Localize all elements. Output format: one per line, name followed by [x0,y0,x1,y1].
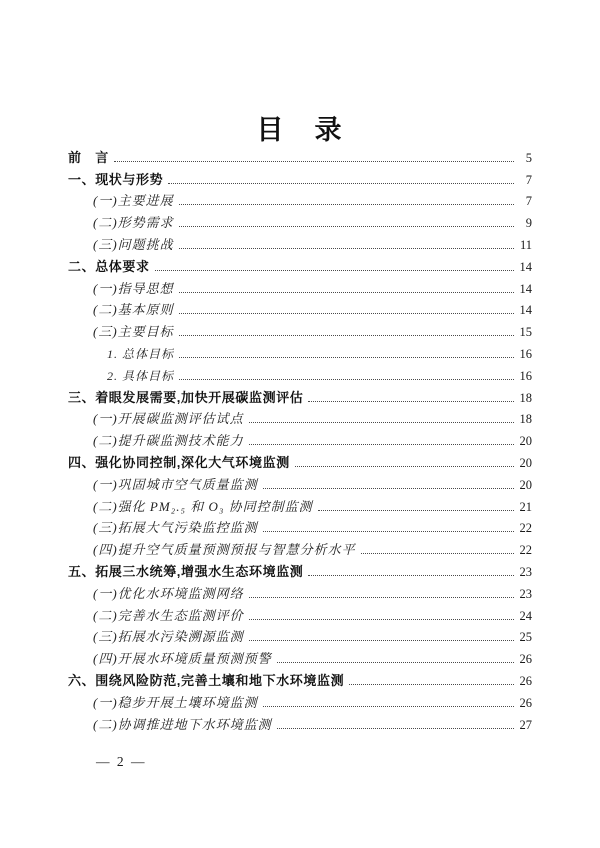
dot-leader [308,575,514,576]
toc-entry [68,691,532,713]
toc-entry [68,669,532,691]
dot-leader [249,597,514,598]
dot-leader [114,161,514,162]
dot-leader [277,728,514,729]
toc-entry [68,582,532,604]
toc-entry [68,233,532,255]
toc-entry-label: (一)优化水环境监测网络 [93,585,244,601]
toc-entry-page: 11 [519,237,532,252]
toc-entry [68,713,532,735]
toc-entry-label: (一)稳步开展土壤环境监测 [93,694,258,710]
dot-leader [179,313,514,314]
toc-entry-label: (一)主要进展 [93,193,174,209]
toc-list [68,146,532,735]
toc-entry [68,255,532,277]
toc-entry-label: 二、总体要求 [68,258,150,274]
toc-entry-page: 15 [519,325,532,340]
toc-entry [68,538,532,560]
toc-entry-page: 22 [519,543,532,558]
toc-entry [68,560,532,582]
toc-entry-page: 14 [519,303,532,318]
toc-entry-label: (一)巩固城市空气质量监测 [93,476,258,492]
dot-leader [179,292,514,293]
toc-entry [68,299,532,321]
toc-entry-label: 一、现状与形势 [68,171,164,187]
toc-entry-page: 26 [519,673,532,688]
dot-leader [295,466,514,467]
dot-leader [308,401,514,402]
dot-leader [249,444,514,445]
toc-entry [68,604,532,626]
toc-entry-label: (二)协调推进地下水环境监测 [93,716,272,732]
toc-entry-label: 五、拓展三水统筹,增强水生态环境监测 [68,563,304,579]
dot-leader [361,553,514,554]
dot-leader [179,335,514,336]
toc-entry-page: 23 [519,564,532,579]
toc-entry-page: 27 [519,717,532,732]
dot-leader [249,422,514,423]
toc-entry-page: 26 [519,652,532,667]
toc-entry-page: 16 [519,368,532,383]
toc-entry [68,190,532,212]
dot-leader [249,619,514,620]
toc-entry-page: 16 [519,346,532,361]
toc-entry [68,626,532,648]
toc-entry-page: 25 [519,630,532,645]
toc-entry-label: (三)主要目标 [93,324,174,340]
toc-entry [68,429,532,451]
toc-entry [68,146,532,168]
toc-entry-label: (二)提升碳监测技术能力 [93,433,244,449]
toc-entry [68,364,532,386]
dot-leader [349,684,514,685]
dot-leader [179,226,514,227]
toc-entry-label: (二)强化 PM₂.₅ 和 O₃ 协同控制监测 [93,498,313,514]
toc-entry-label: (三)拓展大气污染监控监测 [93,520,258,536]
toc-entry-page: 26 [519,695,532,710]
toc-entry-page: 21 [519,499,532,514]
toc-entry-page: 7 [525,194,532,209]
toc-entry-page: 18 [519,390,532,405]
toc-entry-label: (一)指导思想 [93,280,174,296]
toc-entry-page: 18 [519,412,532,427]
toc-entry-page: 7 [525,172,532,187]
toc-entry-label: (二)基本原则 [93,302,174,318]
dot-leader [249,640,514,641]
dot-leader [179,379,514,380]
toc-entry [68,473,532,495]
toc-entry-label: (三)问题挑战 [93,236,174,252]
toc-entry-label: (四)开展水环境质量预测预警 [93,651,272,667]
dot-leader [277,662,514,663]
toc-entry-label: (二)完善水生态监测评价 [93,607,244,623]
dot-leader [155,270,514,271]
toc-entry [68,517,532,539]
dot-leader [263,706,514,707]
toc-entry-page: 20 [519,434,532,449]
toc-entry-label: 四、强化协同控制,深化大气环境监测 [68,454,290,470]
toc-entry-label: (一)开展碳监测评估试点 [93,411,244,427]
toc-entry [68,495,532,517]
toc-entry-page: 14 [519,281,532,296]
toc-entry [68,277,532,299]
toc-entry [68,342,532,364]
dot-leader [318,510,514,511]
toc-entry [68,320,532,342]
dot-leader [179,357,514,358]
toc-entry [68,647,532,669]
toc-entry [68,211,532,233]
toc-entry-page: 22 [519,521,532,536]
dot-leader [263,488,514,489]
dot-leader [179,204,514,205]
toc-entry [68,386,532,408]
toc-entry-page: 20 [519,477,532,492]
dot-leader [179,248,514,249]
toc-entry-page: 14 [519,259,532,274]
toc-entry-page: 20 [519,455,532,470]
toc-entry-label: 1. 总体目标 [107,346,175,361]
toc-entry-label: 六、围绕风险防范,完善土壤和地下水环境监测 [68,672,345,688]
page-title: 目 录 [256,115,344,145]
toc-entry-page: 24 [519,608,532,623]
toc-entry-page: 9 [525,216,532,231]
dot-leader [168,183,514,184]
toc-entry-label: 前 言 [68,149,109,165]
toc-entry [68,408,532,430]
toc-entry-label: (四)提升空气质量预测预报与智慧分析水平 [93,542,356,558]
toc-entry-label: (三)拓展水污染溯源监测 [93,629,244,645]
dot-leader [263,531,514,532]
toc-entry-page: 23 [519,586,532,601]
toc-entry [68,451,532,473]
toc-entry [68,168,532,190]
toc-entry-page: 5 [525,150,532,165]
toc-entry-label: 2. 具体目标 [107,368,175,383]
page-number-footer: — 2 — [96,754,147,769]
toc-entry-label: (二)形势需求 [93,215,174,231]
toc-entry-label: 三、着眼发展需要,加快开展碳监测评估 [68,389,304,405]
